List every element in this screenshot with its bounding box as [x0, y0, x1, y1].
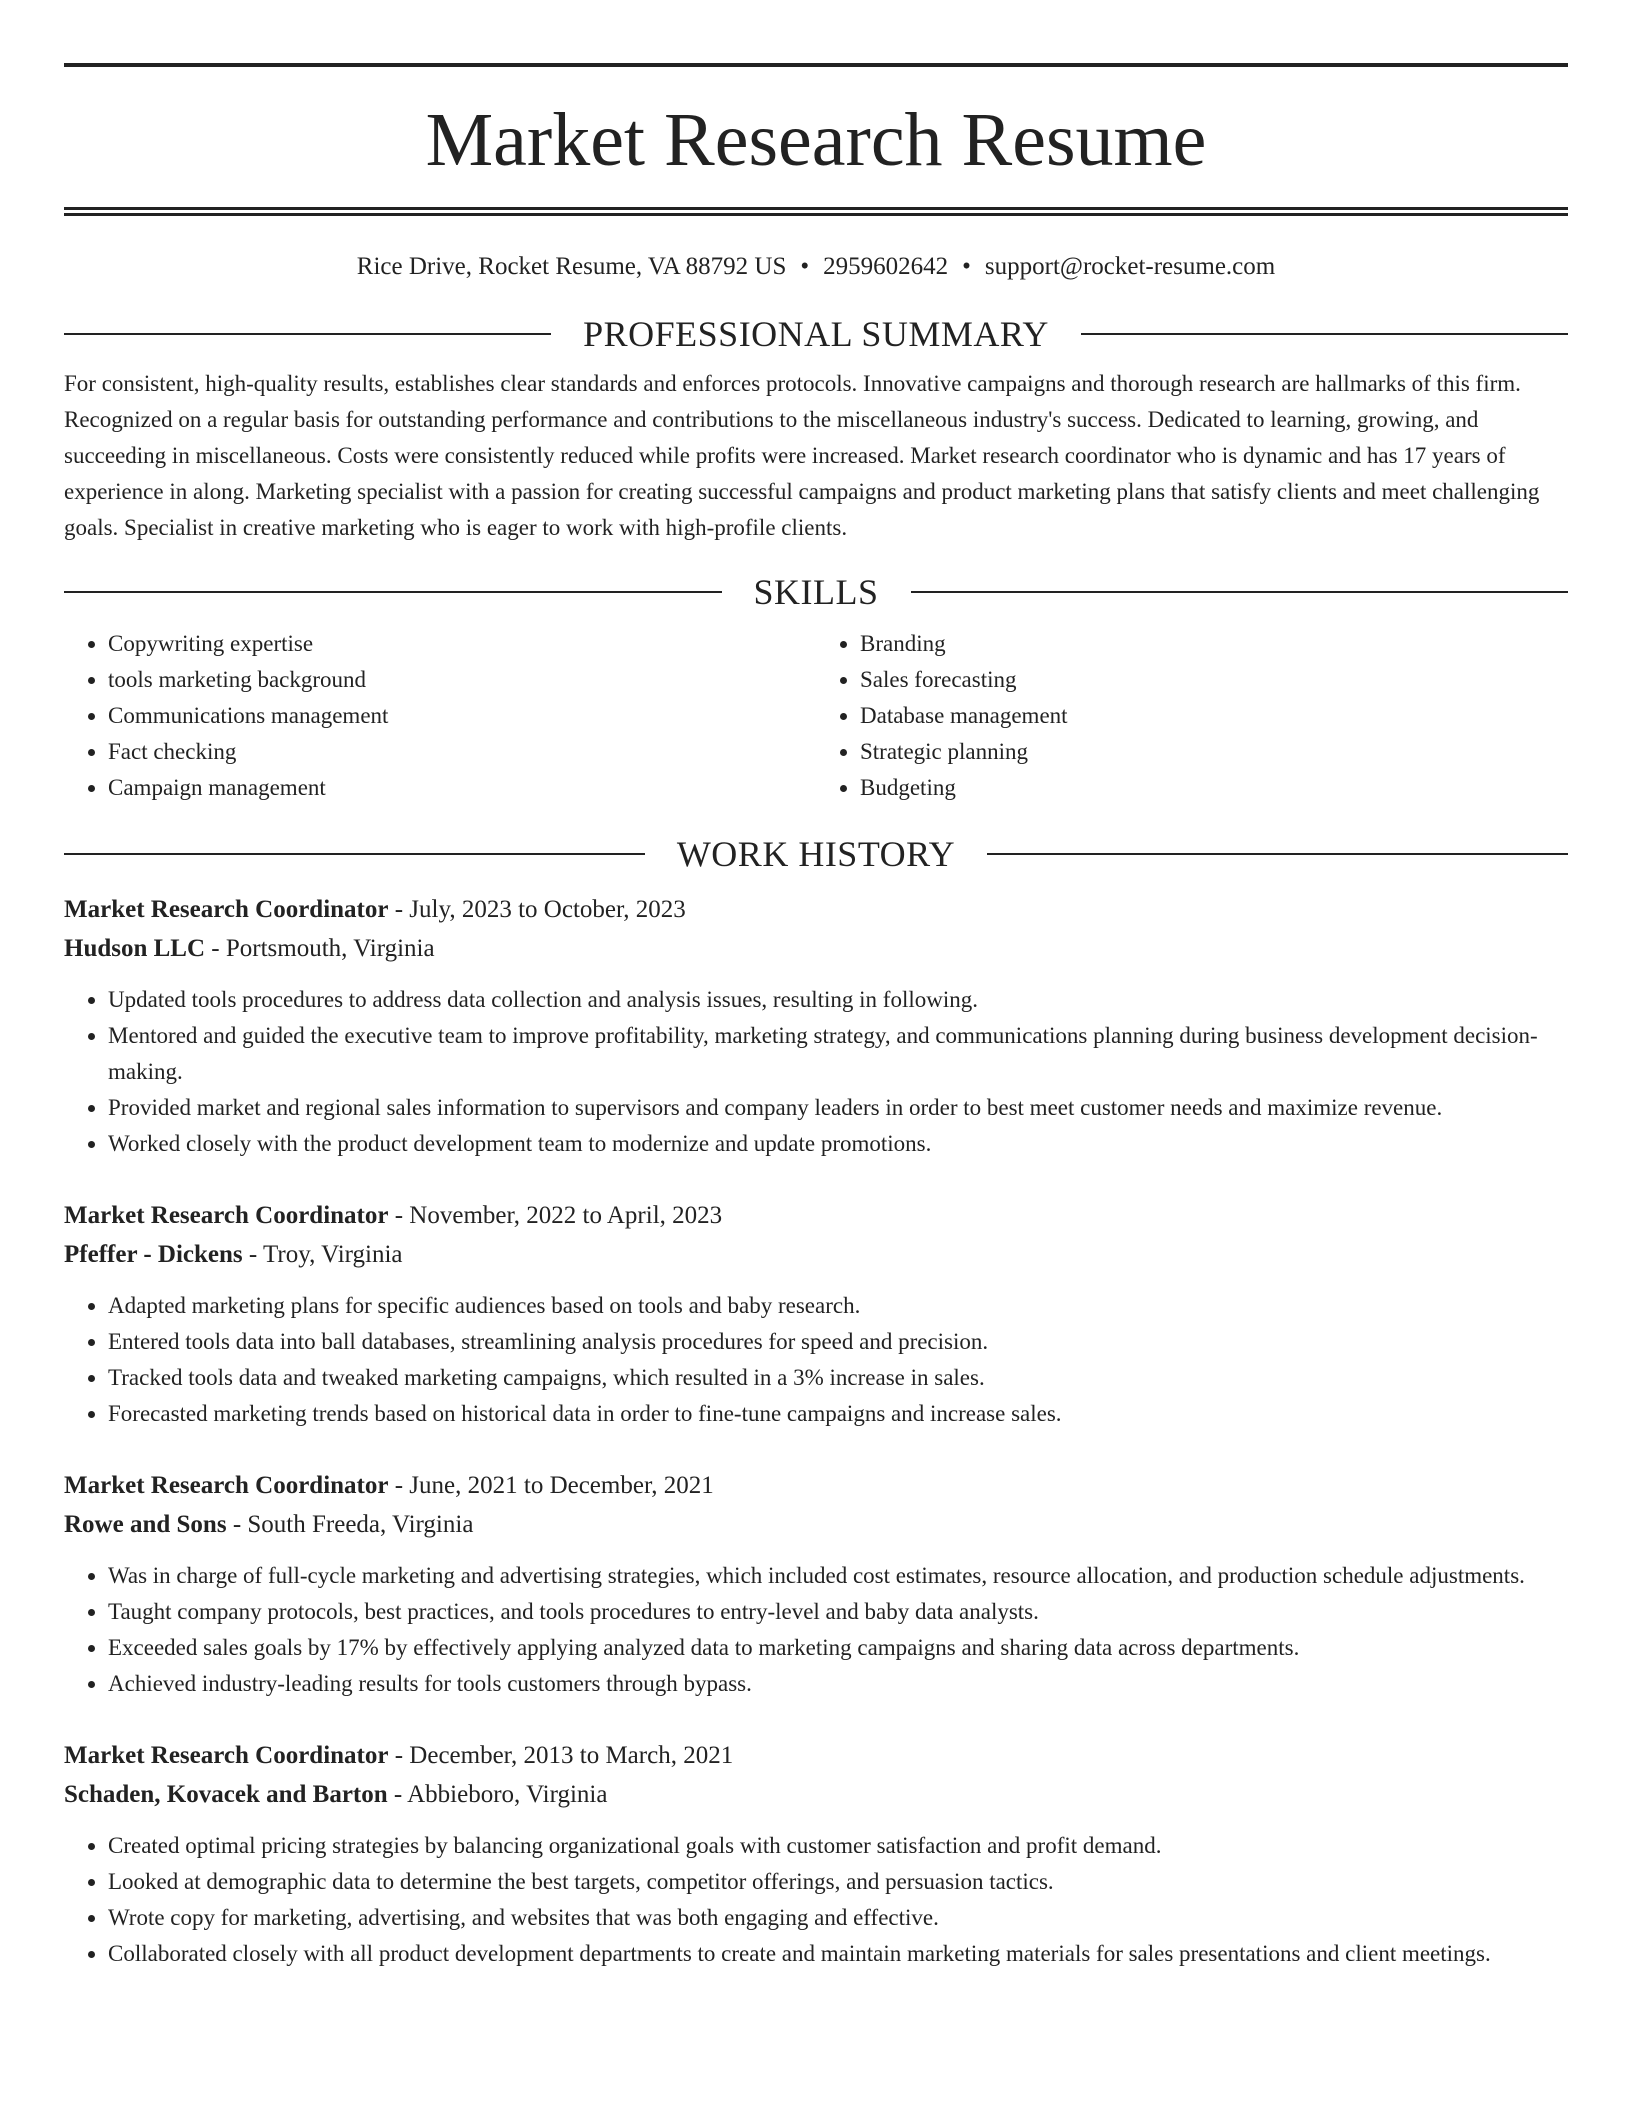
job-bullet: • Exceeded sales goals by 17% by effectively applying analyzed data to marketing campaigns and sharing data across departments. — [108, 1630, 1568, 1666]
job-bullets — [64, 982, 1568, 1162]
job-location: - Portsmouth, Virginia — [205, 935, 435, 962]
job-dates: - December, 2013 to March, 2021 — [388, 1742, 734, 1769]
job-dates: - November, 2022 to April, 2023 — [388, 1202, 723, 1229]
job-title: Market Research Coordinator — [64, 1742, 389, 1769]
job-title-line — [64, 1736, 1568, 1775]
job-bullet: • Provided market and regional sales information to supervisors and company leaders in order to best meet customer needs and maximize revenue. — [108, 1090, 1568, 1126]
job-bullet: • Adapted marketing plans for specific audiences based on tools and baby research. — [108, 1288, 1568, 1324]
job-entry — [64, 890, 1568, 1162]
skills-column-right — [816, 626, 1568, 806]
job-company-line — [64, 1235, 1568, 1274]
skill-item: • tools marketing background — [108, 662, 816, 698]
job-location: - Troy, Virginia — [242, 1241, 403, 1268]
job-entry — [64, 1466, 1568, 1702]
job-location: - South Freeda, Virginia — [226, 1511, 474, 1538]
section-rule — [64, 853, 645, 855]
job-title: Market Research Coordinator — [64, 1472, 389, 1499]
job-company-line — [64, 1505, 1568, 1544]
job-company-line — [64, 1775, 1568, 1814]
skill-item: • Branding — [860, 626, 1568, 662]
job-location: - Abbieboro, Virginia — [387, 1781, 608, 1808]
skill-item: • Copywriting expertise — [108, 626, 816, 662]
contact-phone: 2959602642 — [823, 253, 949, 280]
job-bullets — [64, 1828, 1568, 1972]
job-bullet: • Forecasted marketing trends based on historical data in order to fine-tune campaigns and increase sales. — [108, 1396, 1568, 1432]
page-title: Market Research Resume — [425, 98, 1207, 182]
job-bullet: • Collaborated closely with all product development departments to create and maintain marketing materials for sales presentations and client meetings. — [108, 1936, 1568, 1972]
section-title: SKILLS — [753, 572, 879, 612]
job-title-line — [64, 1466, 1568, 1505]
job-entry — [64, 1736, 1568, 1972]
job-bullet: • Worked closely with the product development team to modernize and update promotions. — [108, 1126, 1568, 1162]
contact-line — [64, 252, 1568, 282]
section-header-skills — [64, 574, 1568, 610]
job-bullet: • Taught company protocols, best practices, and tools procedures to entry-level and baby data analysts. — [108, 1594, 1568, 1630]
job-bullets — [64, 1558, 1568, 1702]
job-company: Pfeffer - Dickens — [64, 1241, 243, 1268]
job-title-line — [64, 1196, 1568, 1235]
section-rule — [911, 591, 1569, 593]
job-dates: - June, 2021 to December, 2021 — [388, 1472, 714, 1499]
contact-email: support@rocket-resume.com — [984, 253, 1276, 280]
section-header-work — [64, 836, 1568, 872]
top-rule — [64, 63, 1568, 67]
skill-item: • Strategic planning — [860, 734, 1568, 770]
section-title: WORK HISTORY — [676, 834, 956, 874]
summary-text: For consistent, high-quality results, establishes clear standards and enforces protocols. Innovative campaigns and thorough research are hallmarks of this firm. Recognized on a regular basis for outstanding performance and contributions to the miscellaneous industry's success. Dedicated to learning, growing, and succeeding in miscellaneous. Costs were consistently reduced while profits were increased. Market research coordinator who is dynamic and has 17 years of experience in along. Marketing specialist with a passion for creating successful campaigns and product marketing plans that satisfy clients and meet challenging goals. Specialist in creative marketing who is eager to work with high-profile clients. — [64, 371, 1540, 540]
job-bullet: • Entered tools data into ball databases, streamlining analysis procedures for speed and precision. — [108, 1324, 1568, 1360]
skill-item: • Database management — [860, 698, 1568, 734]
contact-separator: • — [962, 253, 971, 280]
job-bullet: • Updated tools procedures to address data collection and analysis issues, resulting in following. — [108, 982, 1568, 1018]
skills-column-left — [64, 626, 816, 806]
job-company: Hudson LLC — [64, 935, 206, 962]
job-company-line — [64, 929, 1568, 968]
skills-list — [64, 626, 1568, 806]
job-company: Rowe and Sons — [64, 1511, 227, 1538]
job-bullet: • Created optimal pricing strategies by balancing organizational goals with customer satisfaction and profit demand. — [108, 1828, 1568, 1864]
job-title: Market Research Coordinator — [64, 896, 389, 923]
title-double-rule — [64, 207, 1568, 216]
job-bullet: • Was in charge of full-cycle marketing and advertising strategies, which included cost estimates, resource allocation, and production schedule adjustments. — [108, 1558, 1568, 1594]
skill-item: • Sales forecasting — [860, 662, 1568, 698]
job-company: Schaden, Kovacek and Barton — [64, 1781, 388, 1808]
job-dates: - July, 2023 to October, 2023 — [388, 896, 686, 923]
section-title: PROFESSIONAL SUMMARY — [583, 314, 1049, 354]
contact-address: Rice Drive, Rocket Resume, VA 88792 US — [356, 253, 787, 280]
job-bullets — [64, 1288, 1568, 1432]
contact-separator: • — [800, 253, 810, 280]
skill-item: • Budgeting — [860, 770, 1568, 806]
skill-item: • Campaign management — [108, 770, 816, 806]
section-rule — [64, 333, 551, 335]
job-bullet: • Achieved industry-leading results for tools customers through bypass. — [108, 1666, 1568, 1702]
job-bullet: • Wrote copy for marketing, advertising, and websites that was both engaging and effective. — [108, 1900, 1568, 1936]
job-bullet: • Mentored and guided the executive team to improve profitability, marketing strategy, and communications planning during business development decision-making. — [108, 1018, 1568, 1090]
section-header-summary — [64, 316, 1568, 352]
job-bullet: • Looked at demographic data to determine the best targets, competitor offerings, and persuasion tactics. — [108, 1864, 1568, 1900]
job-bullet: • Tracked tools data and tweaked marketing campaigns, which resulted in a 3% increase in sales. — [108, 1360, 1568, 1396]
job-title: Market Research Coordinator — [64, 1202, 389, 1229]
skill-item: • Fact checking — [108, 734, 816, 770]
section-rule — [64, 591, 722, 593]
job-entry — [64, 1196, 1568, 1432]
skill-item: • Communications management — [108, 698, 816, 734]
job-title-line — [64, 890, 1568, 929]
section-rule — [1081, 333, 1568, 335]
section-rule — [987, 853, 1568, 855]
resume-page — [64, 0, 1568, 1972]
